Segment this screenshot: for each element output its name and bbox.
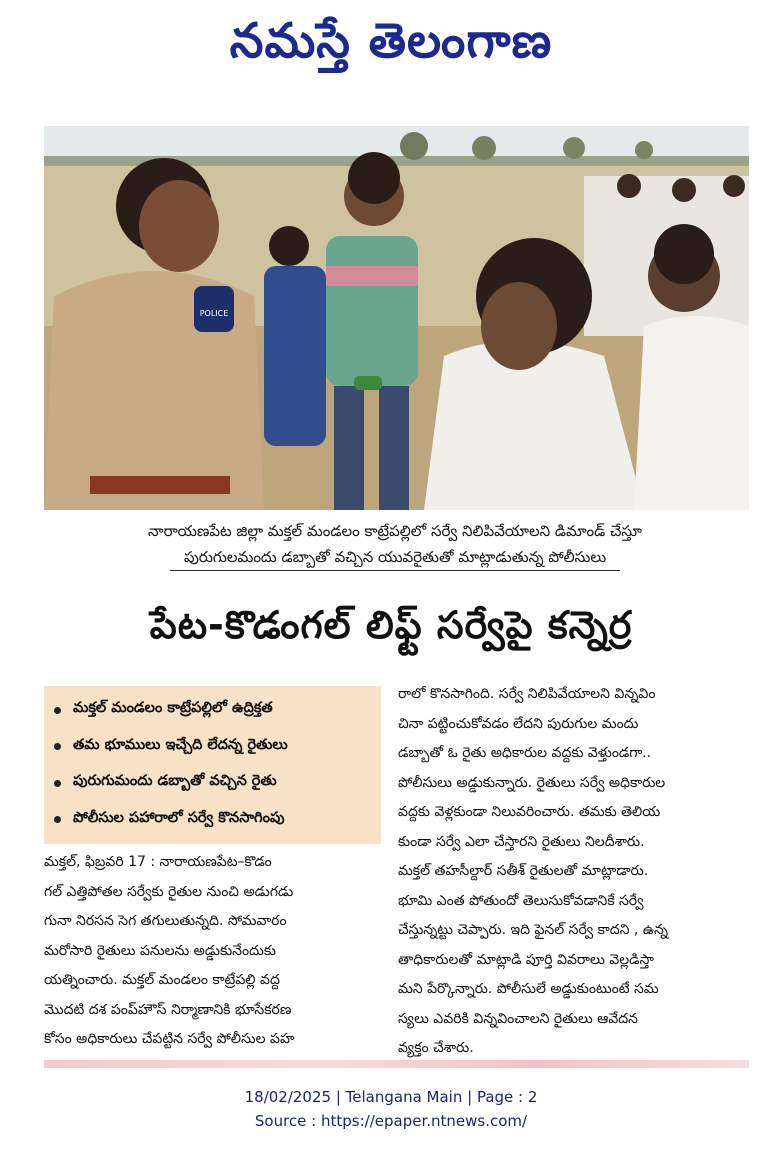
article-line: రాలో కొనసాగింది. సర్వే నిలిపివేయాలని విన్నవిం bbox=[398, 686, 656, 702]
photo-caption bbox=[40, 518, 750, 571]
masthead-title: నమస్తే తెలంగాణ bbox=[229, 13, 553, 69]
highlight-text: పురుగుమందు డబ్బాతో వచ్చిన రైతు bbox=[73, 773, 277, 790]
caption-line-2: పురుగులమందు డబ్బాతో వచ్చిన యువరైతుతో మాట్లాడుతున్న పోలీసులు bbox=[170, 544, 620, 571]
article-line: వద్దకు వెళ్లకుండా నిలువరించారు. తమకు తెలియ bbox=[398, 804, 661, 820]
article-line: మక్తల్, ఫిబ్రవరి 17 : నారాయణపేట–కొడం bbox=[44, 854, 272, 870]
article-line: గల్ ఎత్తిపోతల సర్వేకు రైతుల నుంచి అడుగడు bbox=[44, 883, 294, 900]
bullet-icon bbox=[54, 816, 61, 823]
highlight-item bbox=[54, 765, 371, 802]
bullet-icon bbox=[54, 780, 61, 787]
article-line: పోలీసులు అడ్డుకున్నారు. రైతులు సర్వే అధికారుల bbox=[398, 774, 666, 791]
photo-illustration bbox=[44, 126, 749, 510]
article-line: మొదటి దశ పంప్‌హౌస్ నిర్మాణానికి భూసేకరణ bbox=[44, 1001, 292, 1018]
footer-date-edition: 18/02/2025 | Telangana Main | Page : 2 bbox=[244, 1088, 538, 1106]
news-photo bbox=[44, 126, 749, 510]
highlight-text: పోలీసుల పహారాలో సర్వే కొనసాగింపు bbox=[73, 809, 285, 826]
footer-source-link[interactable]: Source : https://epaper.ntnews.com/ bbox=[254, 1112, 528, 1130]
article-line: యత్నించారు. మక్తల్ మండలం కాట్రేపల్లి వద్ద bbox=[44, 972, 280, 988]
article-line: మక్తల్ తహసీల్దార్ సతీశ్ రైతులతో మాట్లాడారు. bbox=[398, 863, 649, 879]
bullet-icon bbox=[54, 743, 61, 750]
article-line: గునా నిరసన సెగ తగులుతున్నది. సోమవారం bbox=[44, 913, 287, 929]
article-line: డబ్బాతో ఓ రైతు అధికారుల వద్దకు వెళ్తుండగా.. bbox=[398, 745, 652, 761]
highlight-item bbox=[54, 802, 371, 839]
highlight-item bbox=[54, 692, 371, 729]
article-line: స్యలు ఎవరికి విన్నవించాలని రైతులు ఆవేదన bbox=[398, 1010, 639, 1027]
article-line: భూమి ఎంత పోతుందో తెలుసుకోవడానికే సర్వే bbox=[398, 892, 644, 909]
highlight-text: మక్తల్ మండలం కాట్రేపల్లిలో ఉద్రిక్తత bbox=[73, 700, 273, 717]
headline: పేట-కొడంగల్ లిఫ్ట్ సర్వేపై కన్నెర్ర bbox=[149, 603, 633, 647]
article-column-right bbox=[398, 680, 750, 1064]
article-line: కోసం అధికారులు చేపట్టిన సర్వే పోలీసుల పహ bbox=[44, 1031, 295, 1047]
article-column-left bbox=[44, 848, 382, 1055]
highlight-text: తమ భూములు ఇచ్చేది లేదన్న రైతులు bbox=[73, 736, 288, 753]
article-line: తాధికారులతో మాట్లాడి పూర్తి వివరాలు వెల్లడిస్తా bbox=[398, 951, 654, 968]
article-line: చినా పట్టించుకోవడం లేదని పురుగుల మందు bbox=[398, 715, 639, 732]
caption-line-1: నారాయణపేట జిల్లా మక్తల్ మండలం కాట్రేపల్లిలో సర్వే నిలిపివేయాలని డిమాండ్ చేస్తూ bbox=[148, 522, 642, 540]
highlights-box bbox=[44, 686, 381, 844]
article-line: కుండా సర్వే ఎలా చేస్తారని రైతులు నిలదీశారు. bbox=[398, 833, 645, 850]
article-line: వ్యక్తం చేశారు. bbox=[398, 1040, 474, 1056]
article-line: చేస్తున్నట్టు చెప్పారు. ఇది ఫైనల్ సర్వే కాదని , ఉన్న bbox=[398, 922, 668, 938]
next-article-strip bbox=[44, 1060, 749, 1068]
article-line: మరోసారి రైతులు పనులను అడ్డుకునేందుకు bbox=[44, 942, 276, 959]
highlight-item bbox=[54, 729, 371, 766]
article-line: మని పేర్కొన్నారు. పోలీసులే అడ్డుకుంటుంటే సమ bbox=[398, 981, 659, 997]
bullet-icon bbox=[54, 707, 61, 714]
police-badge-text: POLICE bbox=[199, 309, 229, 318]
